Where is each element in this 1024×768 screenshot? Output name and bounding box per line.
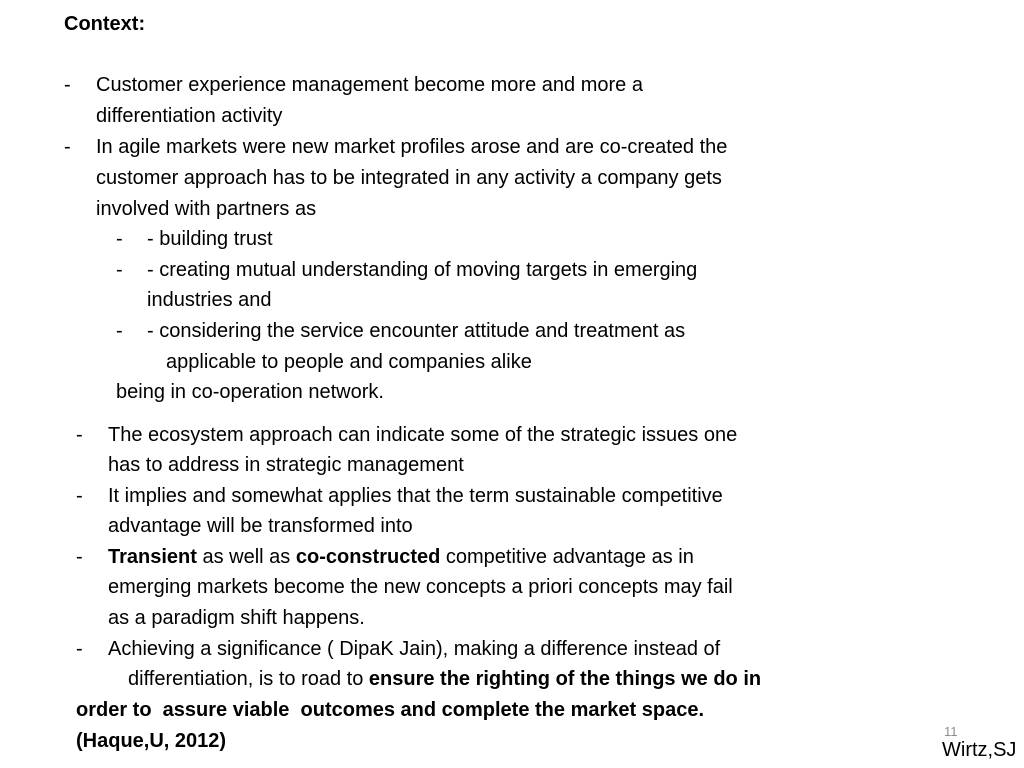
- subbullet-text: - creating mutual understanding of moving targets in emerging: [147, 259, 698, 281]
- bullet-text: [128, 664, 761, 695]
- bullet-text: involved with partners as: [96, 198, 317, 220]
- bold-phrase: ensure the righting of the things we do in: [368, 668, 762, 690]
- subbullet-dash: -: [116, 320, 123, 342]
- bullet-dash: -: [76, 638, 83, 660]
- bullet-dash: -: [64, 74, 71, 96]
- text-run: competitive advantage as in: [440, 546, 694, 568]
- bullet-text: Customer experience management become more and more a: [96, 74, 643, 96]
- subbullet-dash: -: [116, 228, 123, 250]
- text-run: as well as: [196, 546, 296, 568]
- text-run: differentiation, is to road to: [128, 668, 369, 690]
- bullet-dash: -: [64, 136, 71, 158]
- subbullet-dash: -: [116, 259, 123, 281]
- bullet-text: It implies and somewhat applies that the term sustainable competitive: [108, 485, 723, 507]
- bullet-text: In agile markets were new market profiles arose and are co-created the: [96, 136, 728, 158]
- bold-line: order to assure viable outcomes and complete the market space.: [76, 699, 704, 721]
- slide-number: 11: [944, 724, 958, 739]
- bullet-text: customer approach has to be integrated in any activity a company gets: [96, 167, 722, 189]
- bold-term: Transient: [108, 546, 197, 568]
- slide-heading: Context:: [64, 13, 146, 35]
- bullet-text: [108, 542, 694, 573]
- bullet-dash: -: [76, 546, 83, 568]
- citation: (Haque,U, 2012): [76, 730, 227, 752]
- bullet-text: emerging markets become the new concepts a priori concepts may fail: [108, 576, 733, 598]
- author-label: Wirtz,SJ: [942, 739, 1017, 761]
- subbullet-text: industries and: [147, 289, 272, 311]
- subbullet-text: - building trust: [147, 228, 273, 250]
- bullet-text: as a paradigm shift happens.: [108, 607, 365, 629]
- bullet-dash: -: [76, 485, 83, 507]
- bullet-dash: -: [76, 424, 83, 446]
- paragraph-text: being in co-operation network.: [116, 381, 384, 403]
- bold-term: co-constructed: [295, 546, 441, 568]
- subbullet-text: - considering the service encounter attitude and treatment as: [147, 320, 686, 342]
- bullet-text: differentiation activity: [96, 105, 283, 127]
- bullet-text: The ecosystem approach can indicate some of the strategic issues one: [108, 424, 738, 446]
- bullet-text: advantage will be transformed into: [108, 515, 413, 537]
- bullet-text: Achieving a significance ( DipaK Jain), making a difference instead of: [108, 638, 721, 660]
- bullet-text: has to address in strategic management: [108, 454, 464, 476]
- subbullet-text: applicable to people and companies alike: [166, 351, 532, 373]
